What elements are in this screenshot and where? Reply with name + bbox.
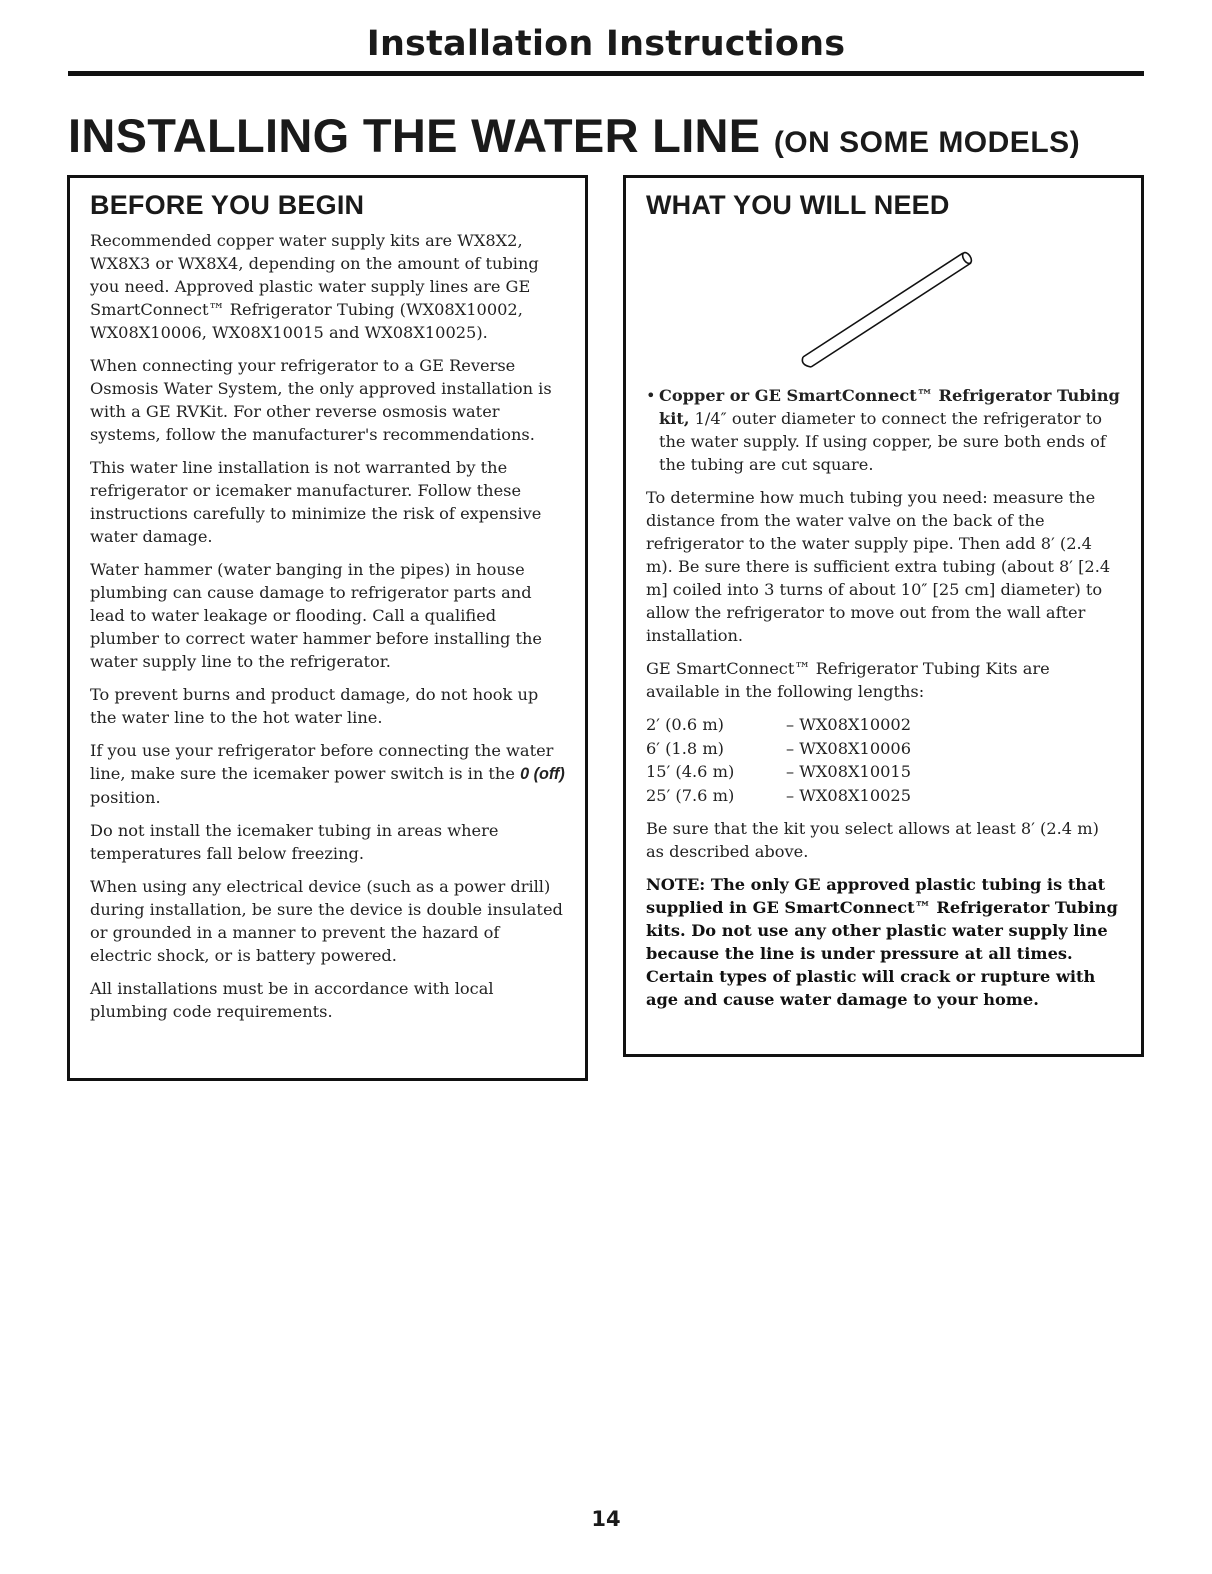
kit-model: – WX08X10006	[786, 738, 912, 758]
paragraph-copper-kits: Recommended copper water supply kits are WX8X2, WX8X3 or WX8X4, depending on the amount of tubing you need. Approved plastic water supply lines are GE SmartConnect™ Refrigerator Tubing (WX08X10002, WX08X10006, WX08X10015 and WX08X10025).	[90, 231, 539, 342]
what-you-will-need-heading: WHAT YOU WILL NEED	[646, 190, 950, 220]
kit-length: 2′ (0.6 m)	[646, 715, 724, 734]
main-title-text: INSTALLING THE WATER LINE	[68, 109, 761, 162]
tubing-kit-bold: Copper or GE SmartConnect™ Refrigerator Tubing kit,	[659, 386, 1120, 428]
paragraph-kit-lengths: GE SmartConnect™ Refrigerator Tubing Kits are available in the following lengths:	[646, 659, 1050, 701]
tubing-figure	[646, 229, 1121, 384]
main-title-subtitle: (ON SOME MODELS)	[773, 126, 1081, 159]
kit-length: 6′ (1.8 m)	[646, 738, 724, 758]
header-rule	[68, 71, 1144, 76]
off-para-before: If you use your refrigerator before connecting the water line, make sure the icemaker power switch is in the	[90, 741, 554, 783]
paragraph-measure: To determine how much tubing you need: measure the distance from the water valve on the back of the refrigerator to the water supply pipe. Then add 8′ (2.4 m). Be sure there is sufficient extra tubing (about 8′ [2.4 m] coiled into 3 turns of about 10″ [25 cm] diameter) to allow the refrigerator to move out from the wall after installation.	[646, 488, 1111, 645]
paragraph-warranty: This water line installation is not warranted by the refrigerator or icemaker manufacturer. Follow these instructions carefully to minimize the risk of expensive water damage.	[90, 458, 542, 546]
kit-lengths-table	[646, 713, 1121, 807]
kit-model: – WX08X10015	[786, 762, 912, 781]
copper-tubing-icon	[791, 239, 991, 379]
kit-model: – WX08X10002	[786, 715, 912, 734]
paragraph-water-hammer: Water hammer (water banging in the pipes) in house plumbing can cause damage to refrigerator parts and lead to water leakage or flooding. Call a qualified plumber to correct water hammer before installing the water supply line to the refrigerator.	[90, 560, 543, 671]
before-you-begin-box	[67, 175, 588, 1081]
kit-row	[646, 737, 1121, 761]
page-number: 14	[591, 1507, 621, 1531]
paragraph-electrical-device: When using any electrical device (such as a power drill) during installation, be sure the device is double insulated or grounded in a manner to prevent the hazard of electric shock, or is battery powered.	[90, 877, 563, 965]
kit-row	[646, 784, 1121, 808]
plastic-tubing-note: NOTE: The only GE approved plastic tubing is that supplied in GE SmartConnect™ Refrigerator Tubing kits. Do not use any other plastic water supply line because the line is under pressure at all times. Certain types of plastic will crack or rupture with age and cause water damage to your home.	[646, 875, 1118, 1009]
kit-row	[646, 713, 1121, 737]
paragraph-reverse-osmosis: When connecting your refrigerator to a GE Reverse Osmosis Water System, the only approved installation is with a GE RVKit. For other reverse osmosis water systems, follow the manufacturer's recommendations.	[90, 356, 552, 444]
off-position-label: 0 (off)	[520, 765, 565, 783]
tubing-kit-text: 1/4″ outer diameter to connect the refrigerator to the water supply. If using copper, be sure both ends of the tubing are cut square.	[659, 409, 1106, 474]
paragraph-icemaker-switch	[90, 739, 565, 809]
tubing-kit-bullet	[646, 384, 1121, 476]
paragraph-freezing: Do not install the icemaker tubing in areas where temperatures fall below freezing.	[90, 821, 499, 863]
paragraph-hot-water: To prevent burns and product damage, do not hook up the water line to the hot water line.	[90, 685, 539, 727]
header-title: Installation Instructions	[366, 24, 846, 64]
main-title	[68, 108, 1080, 163]
off-para-after: position.	[90, 788, 161, 807]
paragraph-select-kit: Be sure that the kit you select allows at least 8′ (2.4 m) as described above.	[646, 819, 1099, 861]
bullet-marker: •	[646, 386, 656, 405]
kit-row	[646, 760, 1121, 784]
before-you-begin-heading: BEFORE YOU BEGIN	[90, 190, 365, 220]
kit-length: 25′ (7.6 m)	[646, 785, 735, 805]
kit-length: 15′ (4.6 m)	[646, 762, 735, 781]
kit-model: – WX08X10025	[786, 785, 912, 805]
what-you-will-need-box	[623, 175, 1144, 1057]
paragraph-plumbing-code: All installations must be in accordance with local plumbing code requirements.	[90, 979, 494, 1021]
